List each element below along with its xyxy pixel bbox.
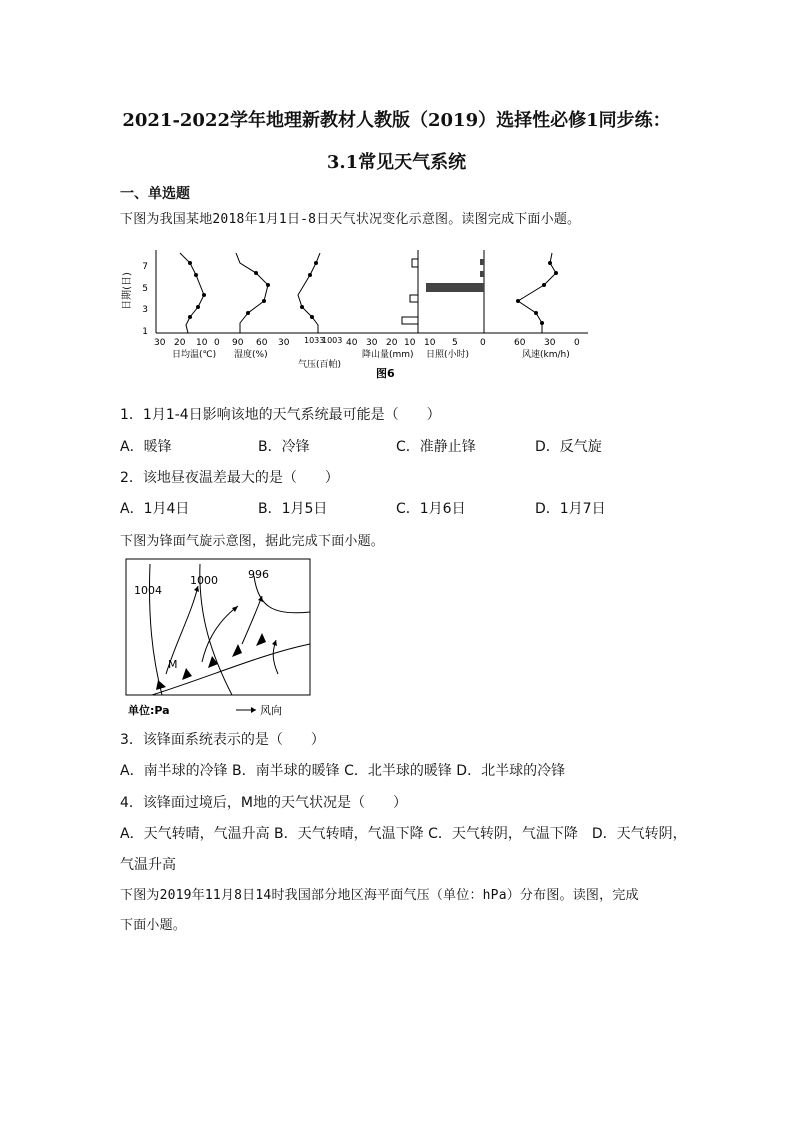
panel-ticks: 20 [386,338,398,348]
figure-caption: 图6 [376,367,395,380]
isobar-label: 1004 [134,584,162,597]
isobar-label: 1000 [190,574,218,587]
panel-ticks: 30 [366,338,378,348]
weather-figure-6 [118,245,598,385]
panel-ticks: 0 [574,338,580,348]
panel-ticks: 40 [346,338,358,348]
q2-option-b[interactable]: B．1月5日 [258,501,328,517]
panel-ticks: 30 [278,338,290,348]
panel-ticks: 0 [214,338,220,348]
q3-options[interactable]: A．南半球的冷锋 B．南半球的暖锋 C．北半球的暖锋 D．北半球的冷锋 [120,763,566,779]
question-2: 2．该地昼夜温差最大的是（ ） [120,470,339,486]
panel-label: 日照(小时) [426,350,470,360]
q2-option-a[interactable]: A．1月4日 [120,501,190,517]
panel-ticks: 1003 [322,336,343,345]
question-3: 3．该锋面系统表示的是（ ） [120,732,325,748]
panel-ticks: 20 [174,338,186,348]
section-heading: 一、单选题 [120,186,190,202]
doc-title-line1: 2021-2022学年地理新教材人教版（2019）选择性必修1同步练： [122,110,671,131]
y-tick: 7 [142,262,148,272]
doc-title-line2: 3.1常见天气系统 [326,152,467,173]
panel-label: 降山量(mm) [362,350,414,360]
q4-options-line2[interactable]: 气温升高 [120,857,176,873]
isobar-label: 996 [248,568,269,581]
panel-ticks: 10 [404,338,416,348]
panel-ticks: 1033 [304,336,325,345]
intro-text-2: 下图为锋面气旋示意图，据此完成下面小题。 [120,534,385,549]
legend-label: 风向 [260,704,282,717]
q1-option-b[interactable]: B．冷锋 [258,439,310,455]
panel-label: 湿度(%) [234,350,268,360]
y-tick: 5 [142,284,148,294]
frontal-cyclone-figure [122,556,322,722]
q1-option-d[interactable]: D．反气旋 [535,439,602,455]
panel-ticks: 60 [514,338,526,348]
q1-option-a[interactable]: A．暖锋 [120,439,172,455]
q2-option-d[interactable]: D．1月7日 [535,501,606,517]
panel-label: 风速(km/h) [522,350,570,360]
intro-text-3-line2: 下面小题。 [120,918,187,933]
q1-option-c[interactable]: C．准静止锋 [396,439,476,455]
panel-ticks: 10 [196,338,208,348]
panel-ticks: 5 [452,338,458,348]
question-1: 1．1月1-4日影响该地的天气系统最可能是（ ） [120,407,441,423]
panel-ticks: 30 [154,338,166,348]
intro-text-3-line1: 下图为2019年11月8日14时我国部分地区海平面气压（单位：hPa）分布图。读图，完成 [120,888,639,903]
question-4: 4．该锋面过境后，M地的天气状况是（ ） [120,795,407,811]
panel-ticks: 30 [544,338,556,348]
panel-ticks: 90 [232,338,244,348]
panel-ticks: 60 [256,338,268,348]
q4-options-line1[interactable]: A．天气转晴，气温升高 B．天气转晴，气温下降 C．天气转阴，气温下降 D．天气转阴， [120,826,687,842]
panel-label: 气压(百帕) [298,360,342,370]
intro-text-1: 下图为我国某地2018年1月1日-8日天气状况变化示意图。读图完成下面小题。 [120,212,581,227]
y-tick: 1 [142,327,148,337]
panel-label: 日均温(℃) [172,350,217,360]
panel-ticks: 0 [480,338,486,348]
q2-option-c[interactable]: C．1月6日 [396,501,466,517]
unit-label: 单位:Pa [128,704,170,717]
panel-ticks: 10 [424,338,436,348]
y-tick: 3 [142,305,148,315]
y-axis-label: 日期(日) [122,272,133,310]
point-m-label: M [168,658,178,671]
